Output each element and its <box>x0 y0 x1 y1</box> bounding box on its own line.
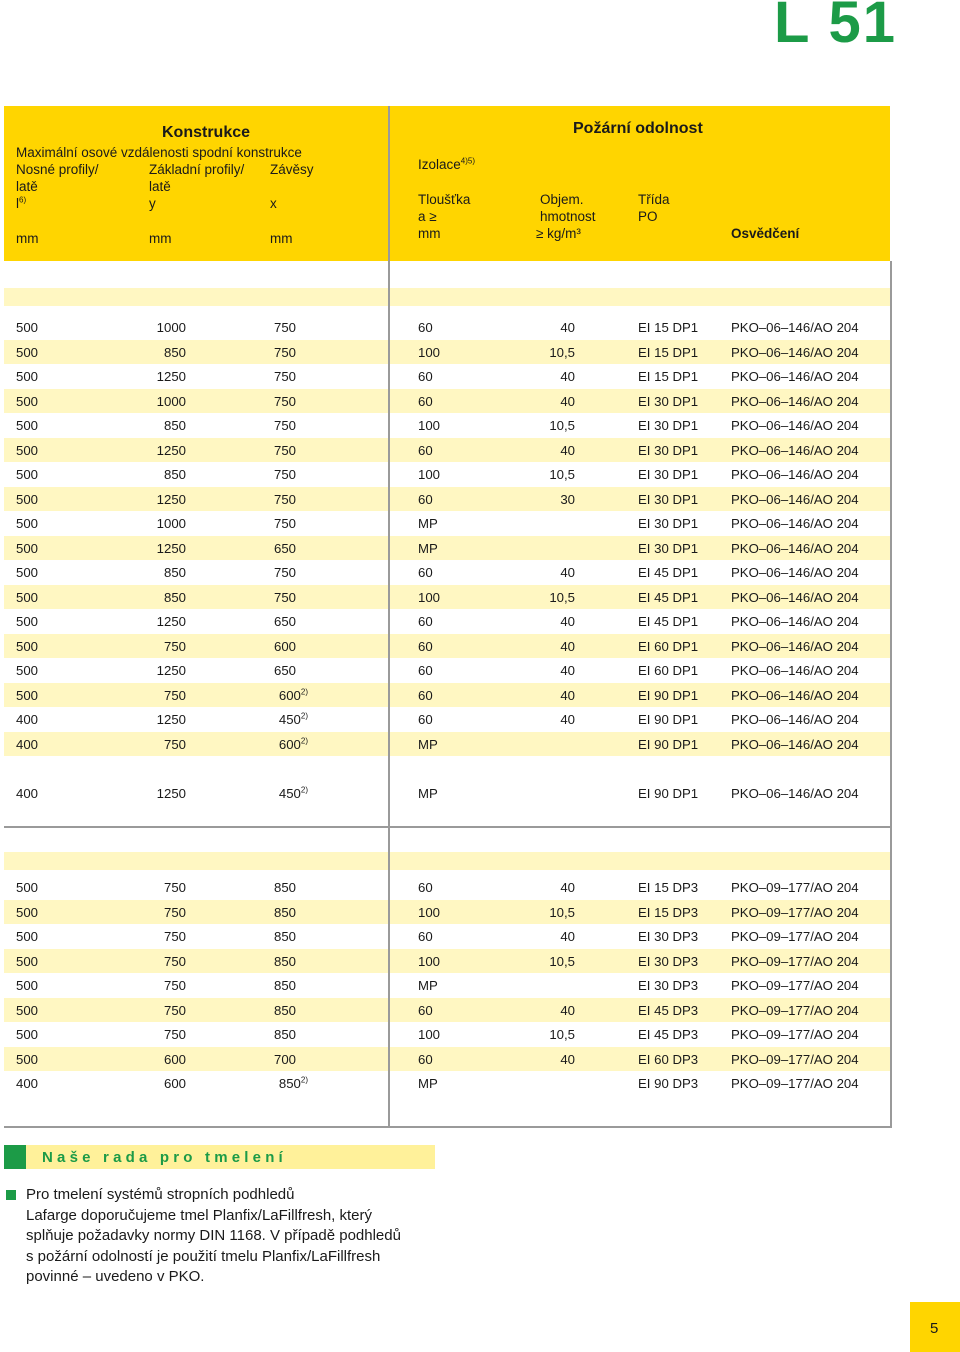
cell-density: 10,5 <box>549 344 575 360</box>
cell-thickness: 100 <box>418 344 441 360</box>
cell-l: 500 <box>16 467 39 482</box>
cell-class: EI 90 DP1 <box>638 687 699 703</box>
cell-certificate: PKO–06–146/AO 204 <box>731 491 859 507</box>
unit-mm-x: mm <box>270 231 293 246</box>
cell-density: 40 <box>560 442 575 458</box>
cell-x: 650 <box>273 540 296 556</box>
cell-class: EI 45 DP1 <box>638 614 699 629</box>
cell-density: 40 <box>560 687 575 703</box>
table-row <box>4 949 890 974</box>
cell-thickness: 60 <box>418 638 433 654</box>
cell-class: EI 60 DP1 <box>638 663 699 678</box>
table-row <box>4 875 890 900</box>
cell-thickness: 60 <box>418 880 433 895</box>
cell-y: 1250 <box>156 442 186 458</box>
cell-l: 500 <box>16 638 39 654</box>
cell-thickness: 100 <box>418 904 441 920</box>
cell-x: 450$^{2)}$ <box>278 711 308 727</box>
cell-l: 500 <box>16 516 39 531</box>
cell-thickness: 60 <box>418 491 433 507</box>
table-row <box>4 389 890 414</box>
cell-thickness: 60 <box>418 1051 433 1067</box>
cell-x: 750 <box>273 589 296 605</box>
cell-y: 750 <box>163 929 186 944</box>
cell-thickness: 60 <box>418 565 433 580</box>
cell-thickness: 100 <box>418 418 441 433</box>
cell-certificate: PKO–06–146/AO 204 <box>731 712 859 727</box>
cell-class: EI 45 DP3 <box>638 1002 699 1018</box>
cell-certificate: PKO–06–146/AO 204 <box>731 687 859 703</box>
cell-certificate: PKO–06–146/AO 204 <box>731 786 859 801</box>
cell-density: 10,5 <box>549 953 575 969</box>
cell-class: EI 30 DP1 <box>638 393 699 409</box>
cell-density: 10,5 <box>549 418 575 433</box>
bullet-square-icon <box>6 1190 16 1200</box>
table-section-1 <box>4 261 890 828</box>
cell-y: 1250 <box>156 369 186 384</box>
cell-thickness: MP <box>418 540 438 556</box>
cell-class: EI 15 DP3 <box>638 904 699 920</box>
cell-l: 500 <box>16 687 39 703</box>
cell-x: 750 <box>273 369 296 384</box>
table-row <box>4 1047 890 1072</box>
cell-l: 500 <box>16 1027 39 1042</box>
cell-x: 650 <box>273 614 296 629</box>
tip-line: s požární odolností je použití tmelu Planfix/LaFillfresh <box>26 1247 381 1265</box>
cell-class: EI 90 DP1 <box>638 786 699 801</box>
zakladni-label-2: latě <box>149 179 171 194</box>
cell-l: 500 <box>16 565 39 580</box>
cell-thickness: MP <box>418 786 438 801</box>
table-row <box>4 609 890 634</box>
cell-thickness: 60 <box>418 929 433 944</box>
cell-y: 1250 <box>156 663 186 678</box>
cell-thickness: 60 <box>418 712 433 727</box>
cell-l: 500 <box>16 418 39 433</box>
cell-thickness: 60 <box>418 614 433 629</box>
cell-l: 500 <box>16 491 39 507</box>
cell-class: EI 45 DP1 <box>638 589 699 605</box>
pozarni-title: Požární odolnost <box>573 120 703 137</box>
cell-l: 500 <box>16 369 39 384</box>
table-row <box>4 683 890 708</box>
cell-density: 10,5 <box>549 467 575 482</box>
cell-thickness: 100 <box>418 953 441 969</box>
cell-y: 750 <box>163 736 186 752</box>
cell-l: 500 <box>16 663 39 678</box>
cell-y: 600 <box>163 1051 186 1067</box>
cell-l: 500 <box>16 320 39 335</box>
cell-x: 600 <box>273 638 296 654</box>
cell-certificate: PKO–06–146/AO 204 <box>731 418 859 433</box>
cell-density: 40 <box>560 880 575 895</box>
table-row <box>4 340 890 365</box>
cell-certificate: PKO–06–146/AO 204 <box>731 369 859 384</box>
cell-y: 1000 <box>156 516 186 531</box>
tip-line: povinné – uvedeno v PKO. <box>26 1268 205 1286</box>
cell-l: 500 <box>16 589 39 605</box>
section-band <box>4 852 890 870</box>
cell-x: 600$^{2)}$ <box>278 736 308 752</box>
cell-certificate: PKO–06–146/AO 204 <box>731 467 859 482</box>
cell-class: EI 30 DP3 <box>638 978 699 993</box>
column-divider <box>388 261 390 828</box>
cell-class: EI 90 DP3 <box>638 1076 699 1091</box>
cell-certificate: PKO–09–177/AO 204 <box>731 929 859 944</box>
table-row <box>4 315 890 340</box>
cell-thickness: 100 <box>418 467 441 482</box>
cell-class: EI 15 DP1 <box>638 320 699 335</box>
table-row <box>4 585 890 610</box>
cell-class: EI 90 DP1 <box>638 736 699 752</box>
cell-certificate: PKO–06–146/AO 204 <box>731 344 859 360</box>
trida-label: Třída <box>638 192 670 207</box>
cell-thickness: MP <box>418 1076 438 1091</box>
cell-x: 850 <box>273 1027 296 1042</box>
cell-y: 750 <box>163 978 186 993</box>
cell-certificate: PKO–06–146/AO 204 <box>731 638 859 654</box>
cell-l: 500 <box>16 1051 39 1067</box>
cell-x: 450$^{2)}$ <box>278 785 308 801</box>
cell-x: 750 <box>273 320 296 335</box>
cell-certificate: PKO–09–177/AO 204 <box>731 1027 859 1042</box>
table-row <box>4 998 890 1023</box>
cell-thickness: 60 <box>418 663 433 678</box>
cell-certificate: PKO–06–146/AO 204 <box>731 540 859 556</box>
cell-class: EI 30 DP3 <box>638 929 699 944</box>
cell-density: 40 <box>560 369 575 384</box>
cell-certificate: PKO–06–146/AO 204 <box>731 565 859 580</box>
cell-class: EI 30 DP1 <box>638 418 699 433</box>
unit-mm-l: mm <box>16 231 39 246</box>
cell-x: 700 <box>273 1051 296 1067</box>
tip-title: Naše rada pro tmelení <box>42 1149 287 1166</box>
cell-l: 500 <box>16 614 39 629</box>
cell-l: 500 <box>16 1002 39 1018</box>
cell-y: 750 <box>163 880 186 895</box>
cell-l: 500 <box>16 344 39 360</box>
cell-l: 400 <box>16 712 39 727</box>
objem-label: Objem. <box>540 192 584 207</box>
cell-x: 600$^{2)}$ <box>278 687 308 703</box>
cell-y: 750 <box>163 953 186 969</box>
cell-class: EI 90 DP1 <box>638 712 699 727</box>
cell-thickness: MP <box>418 516 438 531</box>
cell-class: EI 30 DP1 <box>638 467 699 482</box>
zavesy-label: Závěsy <box>270 162 314 177</box>
header-divider <box>388 106 390 261</box>
cell-y: 850 <box>163 589 186 605</box>
table-row <box>4 973 890 998</box>
table-row <box>4 487 890 512</box>
cell-certificate: PKO–06–146/AO 204 <box>731 589 859 605</box>
cell-x: 850$^{2)}$ <box>278 1075 308 1091</box>
page-logo: L 51 <box>774 0 898 55</box>
cell-y: 850 <box>163 344 186 360</box>
cell-x: 850 <box>273 978 296 993</box>
cell-certificate: PKO–06–146/AO 204 <box>731 614 859 629</box>
cell-y: 750 <box>163 1002 186 1018</box>
osvedceni-label: Osvědčení <box>731 226 800 241</box>
cell-x: 850 <box>273 904 296 920</box>
nosne-label-2: latě <box>16 179 38 194</box>
cell-class: EI 30 DP1 <box>638 491 699 507</box>
cell-density: 40 <box>560 320 575 335</box>
nosne-symbol: $l^{6)}$ <box>16 195 27 211</box>
cell-y: 1250 <box>156 540 186 556</box>
cell-density: 40 <box>560 614 575 629</box>
table-row <box>4 1071 890 1096</box>
cell-l: 400 <box>16 786 39 801</box>
cell-certificate: PKO–06–146/AO 204 <box>731 442 859 458</box>
cell-class: EI 30 DP1 <box>638 516 699 531</box>
cell-x: 750 <box>273 516 296 531</box>
cell-certificate: PKO–09–177/AO 204 <box>731 880 859 895</box>
cell-density: 40 <box>560 929 575 944</box>
zavesy-symbol: x <box>270 196 277 211</box>
cell-thickness: 60 <box>418 320 433 335</box>
cell-certificate: PKO–09–177/AO 204 <box>731 904 859 920</box>
cell-l: 500 <box>16 953 39 969</box>
cell-x: 850 <box>273 880 296 895</box>
cell-y: 750 <box>163 904 186 920</box>
table-row <box>4 634 890 659</box>
cell-l: 400 <box>16 736 39 752</box>
cell-x: 750 <box>273 565 296 580</box>
table-row <box>4 1022 890 1047</box>
cell-density: 40 <box>560 663 575 678</box>
cell-x: 750 <box>273 418 296 433</box>
cell-class: EI 60 DP3 <box>638 1051 699 1067</box>
table-border <box>890 261 892 828</box>
table-row <box>4 511 890 536</box>
cell-y: 1000 <box>156 393 186 409</box>
cell-thickness: 100 <box>418 1027 441 1042</box>
cell-certificate: PKO–09–177/AO 204 <box>731 978 859 993</box>
table-row <box>4 413 890 438</box>
cell-y: 600 <box>163 1076 186 1091</box>
cell-certificate: PKO–06–146/AO 204 <box>731 320 859 335</box>
cell-certificate: PKO–09–177/AO 204 <box>731 1002 859 1018</box>
cell-l: 500 <box>16 880 39 895</box>
table-row <box>4 781 890 806</box>
cell-density: 40 <box>560 393 575 409</box>
cell-certificate: PKO–06–146/AO 204 <box>731 393 859 409</box>
tip-line: Pro tmelení systémů stropních podhledů <box>26 1186 295 1203</box>
tloustka-unit: mm <box>418 226 441 241</box>
cell-certificate: PKO–09–177/AO 204 <box>731 1076 859 1091</box>
nosne-label: Nosné profily/ <box>16 162 99 177</box>
page-number: 5 <box>930 1320 939 1337</box>
cell-density: 10,5 <box>549 589 575 605</box>
tloustka-label-2: a ≥ <box>418 209 437 224</box>
konstrukce-title: Konstrukce <box>162 124 251 141</box>
cell-l: 500 <box>16 393 39 409</box>
cell-class: EI 30 DP1 <box>638 442 699 458</box>
cell-y: 1000 <box>156 320 186 335</box>
table-row <box>4 536 890 561</box>
cell-x: 750 <box>273 344 296 360</box>
cell-certificate: PKO–09–177/AO 204 <box>731 953 859 969</box>
section-band <box>4 288 890 306</box>
cell-thickness: 60 <box>418 393 433 409</box>
table-border <box>4 1126 892 1128</box>
tip-accent <box>4 1145 26 1169</box>
cell-l: 500 <box>16 978 39 993</box>
cell-y: 1250 <box>156 786 186 801</box>
tip-line: Lafarge doporučujeme tmel Planfix/LaFillfresh, který <box>26 1206 372 1224</box>
cell-density: 40 <box>560 638 575 654</box>
cell-l: 500 <box>16 904 39 920</box>
cell-thickness: 100 <box>418 589 441 605</box>
cell-l: 500 <box>16 540 39 556</box>
cell-density: 40 <box>560 1051 575 1067</box>
cell-certificate: PKO–06–146/AO 204 <box>731 663 859 678</box>
cell-l: 500 <box>16 929 39 944</box>
cell-certificate: PKO–06–146/AO 204 <box>731 516 859 531</box>
cell-density: 40 <box>560 1002 575 1018</box>
trida-label-2: PO <box>638 209 658 224</box>
cell-x: 750 <box>273 442 296 458</box>
cell-class: EI 15 DP1 <box>638 369 699 384</box>
cell-y: 1250 <box>156 614 186 629</box>
table-row <box>4 364 890 389</box>
tloustka-label: Tloušťka <box>418 192 471 207</box>
cell-y: 1250 <box>156 491 186 507</box>
table-row <box>4 462 890 487</box>
cell-y: 750 <box>163 1027 186 1042</box>
cell-x: 850 <box>273 953 296 969</box>
cell-class: EI 45 DP1 <box>638 565 699 580</box>
cell-class: EI 15 DP1 <box>638 344 699 360</box>
table-row <box>4 560 890 585</box>
table-section-2 <box>4 828 890 1128</box>
tip-text <box>26 1185 401 1288</box>
table-border <box>890 828 892 1128</box>
table-row <box>4 732 890 757</box>
cell-class: EI 45 DP3 <box>638 1027 699 1042</box>
max-distances-label: Maximální osové vzdálenosti spodní konstrukce <box>16 145 302 160</box>
cell-y: 850 <box>163 565 186 580</box>
cell-x: 750 <box>273 491 296 507</box>
zakladni-symbol: y <box>149 196 156 211</box>
cell-class: EI 15 DP3 <box>638 880 699 895</box>
cell-thickness: 60 <box>418 369 433 384</box>
column-divider <box>388 828 390 1128</box>
cell-thickness: 60 <box>418 1002 433 1018</box>
cell-density: 40 <box>560 712 575 727</box>
cell-density: 10,5 <box>549 904 575 920</box>
cell-class: EI 30 DP3 <box>638 953 699 969</box>
cell-certificate: PKO–09–177/AO 204 <box>731 1051 859 1067</box>
cell-x: 750 <box>273 467 296 482</box>
cell-thickness: 60 <box>418 442 433 458</box>
cell-x: 850 <box>273 1002 296 1018</box>
cell-certificate: PKO–06–146/AO 204 <box>731 736 859 752</box>
table-row <box>4 438 890 463</box>
cell-y: 750 <box>163 687 186 703</box>
cell-y: 850 <box>163 418 186 433</box>
cell-density: 10,5 <box>549 1027 575 1042</box>
cell-y: 850 <box>163 467 186 482</box>
cell-l: 400 <box>16 1076 39 1091</box>
cell-thickness: MP <box>418 978 438 993</box>
zakladni-label: Základní profily/ <box>149 162 245 177</box>
tip-line: splňuje požadavky normy DIN 1168. V případě podhledů <box>26 1227 401 1245</box>
cell-class: EI 30 DP1 <box>638 540 699 556</box>
table-row <box>4 707 890 732</box>
cell-thickness: 60 <box>418 687 433 703</box>
table-row <box>4 900 890 925</box>
cell-x: 650 <box>273 663 296 678</box>
cell-density: 30 <box>560 491 575 507</box>
cell-x: 850 <box>273 929 296 944</box>
objem-label-2: hmotnost <box>540 209 596 224</box>
unit-mm-y: mm <box>149 231 172 246</box>
cell-y: 1250 <box>156 712 186 727</box>
table-row <box>4 658 890 683</box>
table-row <box>4 924 890 949</box>
cell-class: EI 60 DP1 <box>638 638 699 654</box>
cell-thickness: MP <box>418 736 438 752</box>
table-header <box>4 106 890 261</box>
izolace-label: Izolace$^{4)5)}$ <box>418 156 476 172</box>
cell-x: 750 <box>273 393 296 409</box>
cell-y: 750 <box>163 638 186 654</box>
cell-density: 40 <box>560 565 575 580</box>
cell-l: 500 <box>16 442 39 458</box>
objem-unit: ≥ kg/m³ <box>536 226 581 241</box>
